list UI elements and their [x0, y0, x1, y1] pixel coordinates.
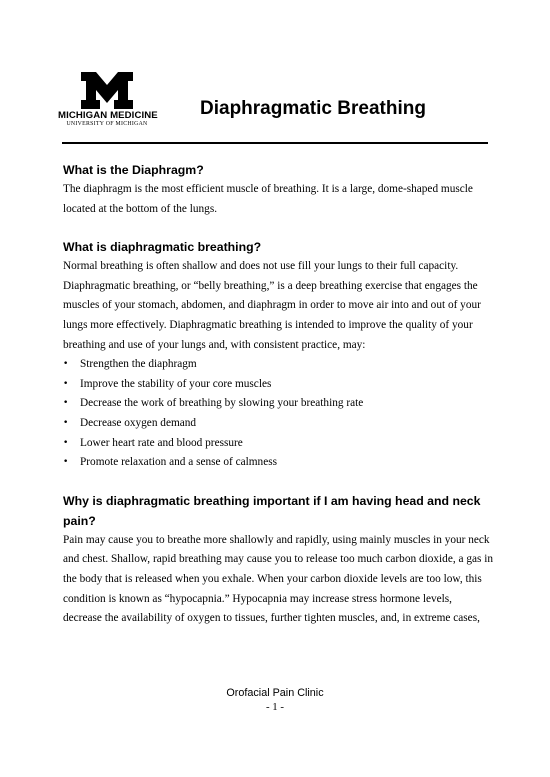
section-heading: What is the Diaphragm?	[63, 163, 204, 177]
michigan-medicine-logo	[58, 72, 156, 128]
logo-university-text: UNIVERSITY OF MICHIGAN	[66, 121, 148, 127]
title-divider	[62, 142, 488, 144]
section-paragraph: Pain may cause you to breathe more shallowly and rapidly, using mainly muscles in your neck and chest. Shallow, rapid breathing may cause you to release too much carbon dioxide, a gas in the body that is released when you exhale. When your carbon dioxide levels are too low, this condition is known as “hypocapnia.” Hypocapnia may increase stress hormone levels, decrease the availability of oxygen to tissues, further tighten muscles, and, in extreme cases,	[63, 533, 493, 625]
section-paragraph: The diaphragm is the most efficient muscle of breathing. It is a large, dome-shaped muscle located at the bottom of the lungs.	[63, 183, 473, 215]
document-title: Diaphragmatic Breathing	[200, 98, 426, 119]
list-item: • Strengthen the diaphragm	[63, 355, 493, 375]
page-footer	[0, 686, 550, 714]
page-number: - 1 -	[266, 701, 284, 713]
section-what-is-diaphragmatic-breathing	[63, 237, 493, 473]
document-body	[63, 160, 493, 629]
logo-brand-text: MICHIGAN MEDICINE	[58, 110, 158, 121]
footer-clinic-name: Orofacial Pain Clinic	[226, 687, 324, 699]
list-item: • Decrease oxygen demand	[63, 414, 493, 434]
section-paragraph: Normal breathing is often shallow and does not use fill your lungs to their full capacity. Diaphragmatic breathing, or “belly breathing,” is a deep breathing exercise that engages the muscles of your stomach, abdomen, and diaphragm in order to move air into and out of your lungs more effectively. Diaphragmatic breathing is intended to improve the quality of your breathing and use of your lungs and, with consistent practice, may:	[63, 260, 481, 351]
list-item: • Promote relaxation and a sense of calmness	[63, 453, 493, 473]
list-item: • Decrease the work of breathing by slowing your breathing rate	[63, 394, 493, 414]
section-what-is-diaphragm	[63, 160, 493, 219]
block-m-icon	[81, 72, 133, 109]
section-heading: What is diaphragmatic breathing?	[63, 240, 262, 255]
section-heading: Why is diaphragmatic breathing important if I am having head and neck pain?	[63, 493, 481, 528]
section-why-important-head-neck-pain	[63, 491, 493, 629]
list-item: • Lower heart rate and blood pressure	[63, 434, 493, 454]
list-item: • Improve the stability of your core muscles	[63, 375, 493, 395]
benefits-list	[63, 355, 493, 473]
